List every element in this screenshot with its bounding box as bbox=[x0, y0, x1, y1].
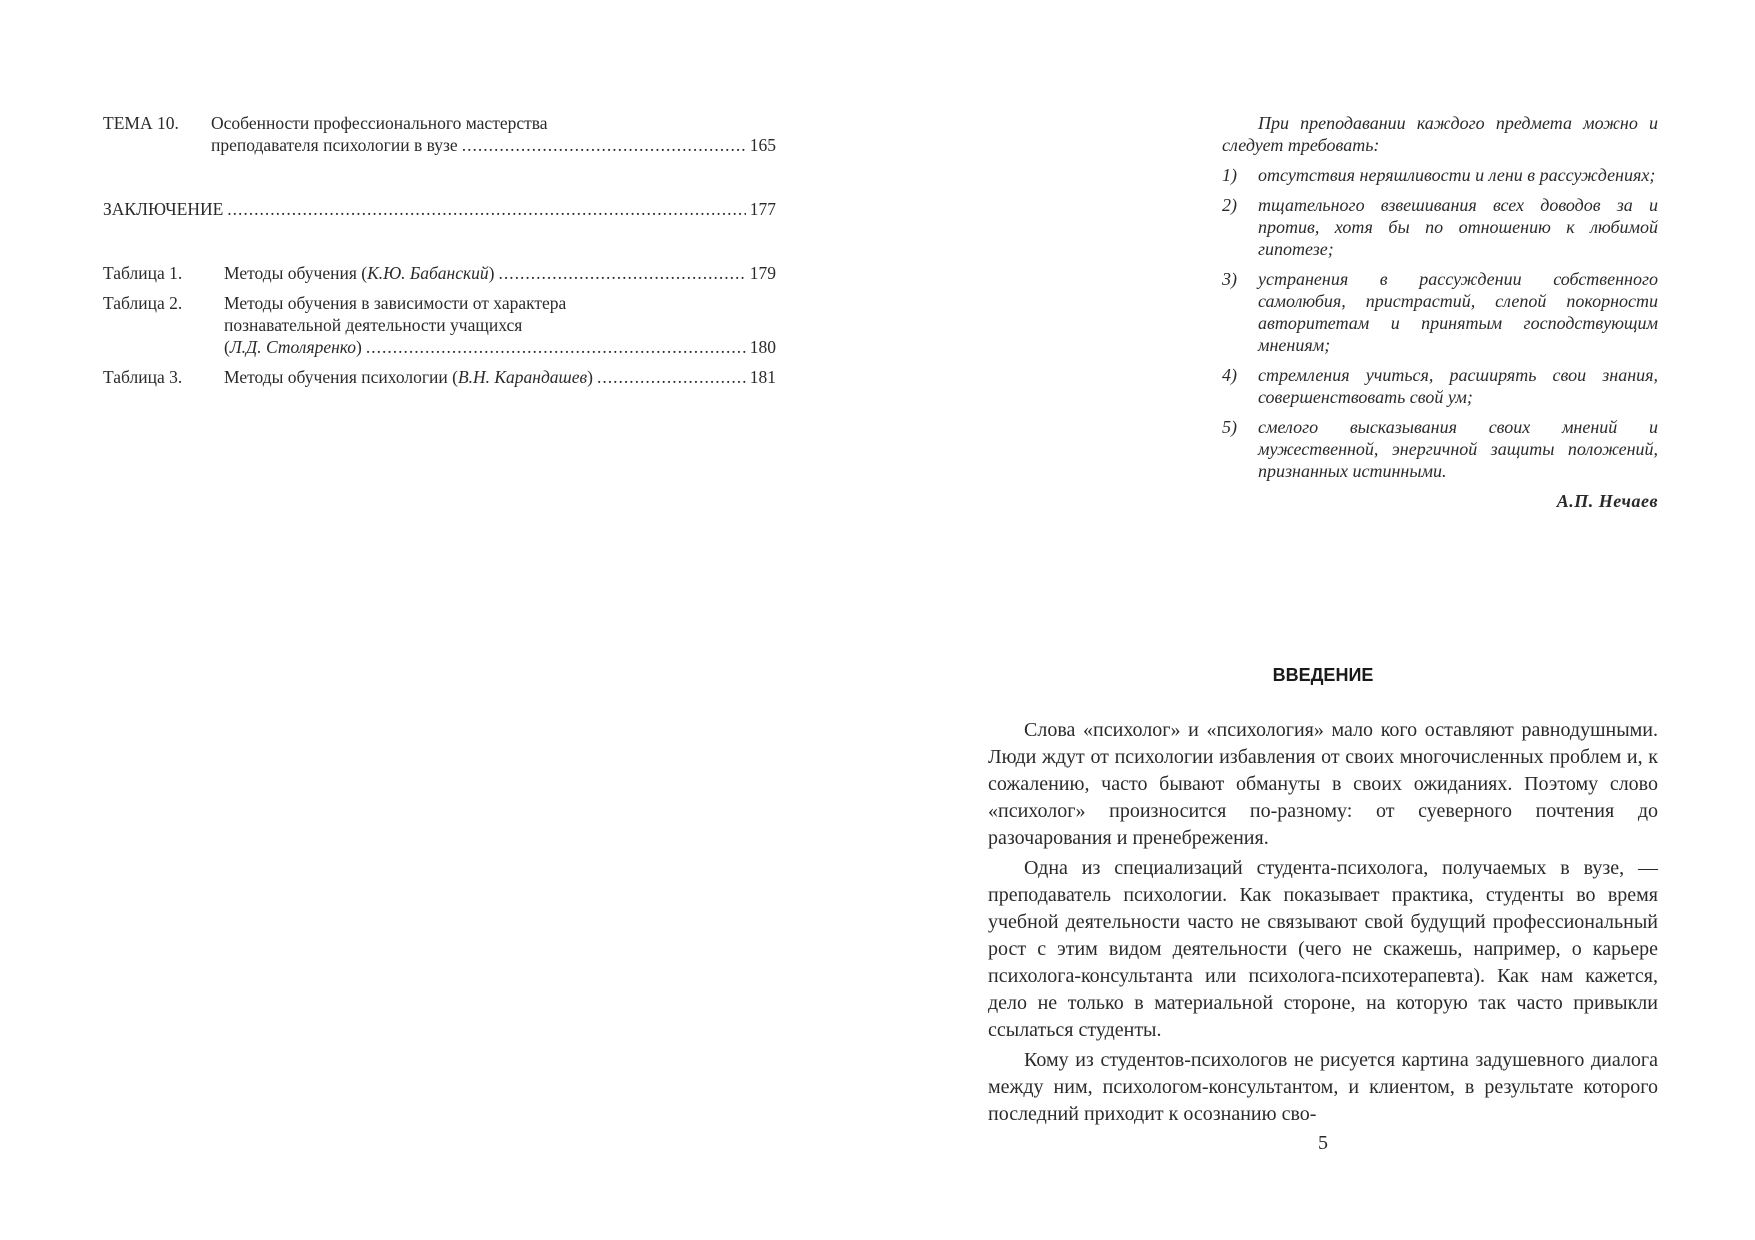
toc-entry-tema-10 bbox=[103, 112, 776, 156]
epigraph-item-number: 4) bbox=[1222, 365, 1237, 385]
epigraph-item-number: 5) bbox=[1222, 417, 1237, 437]
toc-page-number: 180 bbox=[749, 337, 776, 357]
paragraph: Слова «психолог» и «психология» мало кого оставляют равнодушными. Люди ждут от психологии избавления от своих многочисленных проблем и, к сожалению, часто бывают обмануты в своих ожиданиях. Поэтому слово «психолог» произносится по-разному: от суеверного почтения до разочарования и пренебрежения. bbox=[988, 719, 1658, 849]
toc-leader-dots bbox=[499, 262, 746, 284]
toc-leader-dots bbox=[227, 198, 745, 220]
toc-leader-dots bbox=[597, 366, 746, 388]
epigraph-item-text: смелого высказывания своих мнений и мужественной, энергичной защиты положений, признанных истинными. bbox=[1258, 417, 1658, 481]
epigraph-item-number: 3) bbox=[1222, 269, 1237, 289]
toc-leader-dots bbox=[366, 336, 746, 358]
toc-entry-table-1: Таблица 1. Методы обучения (К.Ю. Бабанский) ..... 179 bbox=[103, 262, 776, 284]
page-number: 5 bbox=[1318, 1132, 1328, 1154]
epigraph-item-text: стремления учиться, расширять свои знания, совершенствовать свой ум; bbox=[1258, 365, 1658, 407]
epigraph-item bbox=[1222, 364, 1658, 408]
epigraph-item-text: устранения в рассуждении собственного самолюбия, пристрастий, слепой покорности авторитетам и принятым господствующим мнениям; bbox=[1258, 269, 1658, 355]
epigraph-item bbox=[1222, 416, 1658, 482]
toc-author: Л.Д. Столяренко bbox=[229, 337, 357, 357]
toc-page-number: 177 bbox=[749, 199, 776, 219]
epigraph-item-number: 2) bbox=[1222, 195, 1237, 215]
toc-page-number: 181 bbox=[749, 367, 776, 387]
toc-title-line: познавательной деятельности учащихся bbox=[224, 315, 523, 335]
toc-title-line: Методы обучения в зависимости от характера bbox=[224, 293, 567, 313]
section-body bbox=[988, 717, 1658, 1131]
paragraph: Одна из специализаций студента-психолога, получаемых в вузе, — преподаватель психологии. Как показывает практика, студенты во время учебной деятельности часто не связывают свой будущий профессиональный рост с этим видом деятельности (чего не скажешь, например, о карьере психолога-консультанта или психолога-психотерапевта). Как нам кажется, дело не только в материальной стороне, на которую так часто привыкли ссылаться студенты. bbox=[988, 857, 1658, 1041]
toc-entry-table-3: Таблица 3. Методы обучения психологии (В.Н. Карандашев) ..... 181 bbox=[103, 366, 776, 388]
epigraph bbox=[1222, 112, 1658, 512]
section-heading: ВВЕДЕНИЕ bbox=[1272, 665, 1374, 685]
toc-label: Таблица 2. bbox=[103, 293, 183, 313]
toc-title: ЗАКЛЮЧЕНИЕ bbox=[103, 199, 224, 219]
toc-label: Таблица 3. bbox=[103, 367, 183, 387]
epigraph-item bbox=[1222, 164, 1658, 186]
epigraph-author: А.П. Нечаев bbox=[1556, 491, 1658, 511]
toc-author: К.Ю. Бабанский bbox=[367, 263, 489, 283]
toc-title: Методы обучения психологии ( bbox=[224, 367, 458, 387]
epigraph-item bbox=[1222, 194, 1658, 260]
toc-page-number: 165 bbox=[749, 135, 776, 155]
paragraph: Кому из студентов-психологов не рисуется картина задушевного диалога между ним, психологом-консультантом, и клиентом, в результате которого последний приходит к осознанию сво- bbox=[988, 1049, 1658, 1125]
epigraph-item bbox=[1222, 268, 1658, 356]
toc-title-line: Особенности профессионального мастерства bbox=[211, 113, 548, 133]
epigraph-item-number: 1) bbox=[1222, 165, 1237, 185]
toc-title: Методы обучения ( bbox=[224, 263, 368, 283]
epigraph-intro: При преподавании каждого предмета можно и следует требовать: bbox=[1222, 113, 1658, 155]
toc-label: ТЕМА 10. bbox=[103, 113, 179, 133]
epigraph-item-text: тщательного взвешивания всех доводов за и против, хотя бы по отношению к любимой гипотезе; bbox=[1258, 195, 1658, 259]
toc-entry-zaklyuchenie bbox=[103, 198, 776, 220]
toc-author: В.Н. Карандашев bbox=[457, 367, 588, 387]
epigraph-item-text: отсутствия неряшливости и лени в рассуждениях; bbox=[1258, 165, 1656, 185]
toc-leader-dots bbox=[462, 134, 746, 156]
toc-entry-table-2: Таблица 2. Методы обучения в зависимости от характера познавательной деятельности учащихся (Л.Д. Столяренко) ..... 180 bbox=[103, 292, 776, 358]
toc-title-line: преподавателя психологии в вузе bbox=[211, 135, 458, 155]
toc-page-number: 179 bbox=[749, 263, 776, 283]
toc-label: Таблица 1. bbox=[103, 263, 183, 283]
toc-page bbox=[103, 112, 776, 388]
